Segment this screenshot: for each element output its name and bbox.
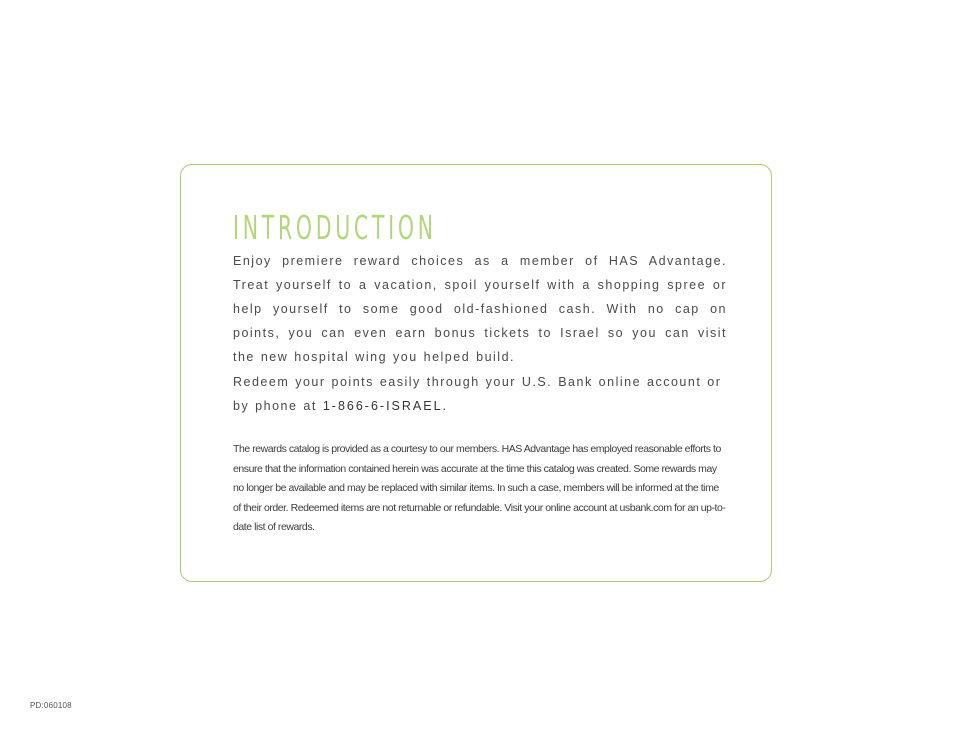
redeem-paragraph xyxy=(233,370,727,418)
document-code: PD:060108 xyxy=(30,701,72,710)
intro-paragraph: Enjoy premiere reward choices as a member of HAS Advantage. Treat yourself to a vacation, spoil yourself with a shopping spree or help yourself to some good old-fashioned cash. With no cap on points, you can even earn bonus tickets to Israel so you can visit the new hospital wing you helped build. xyxy=(233,254,727,364)
redeem-text: Redeem your points easily through your U.S. Bank online account or by phone at xyxy=(233,375,722,413)
page-title: INTRODUCTION xyxy=(233,208,437,247)
phone-number: 1-866-6-ISRAEL. xyxy=(322,399,449,413)
disclaimer-text: The rewards catalog is provided as a courtesy to our members. HAS Advantage has employed reasonable efforts to ensure that the information contained herein was accurate at the time this catalog was created. Some rewards may no longer be available and may be replaced with similar items. In such a case, members will be informed at the time of their order. Redeemed items are not returnable or refundable. Visit your online account at usbank.com for an up-to-date list of rewards. xyxy=(233,443,726,533)
